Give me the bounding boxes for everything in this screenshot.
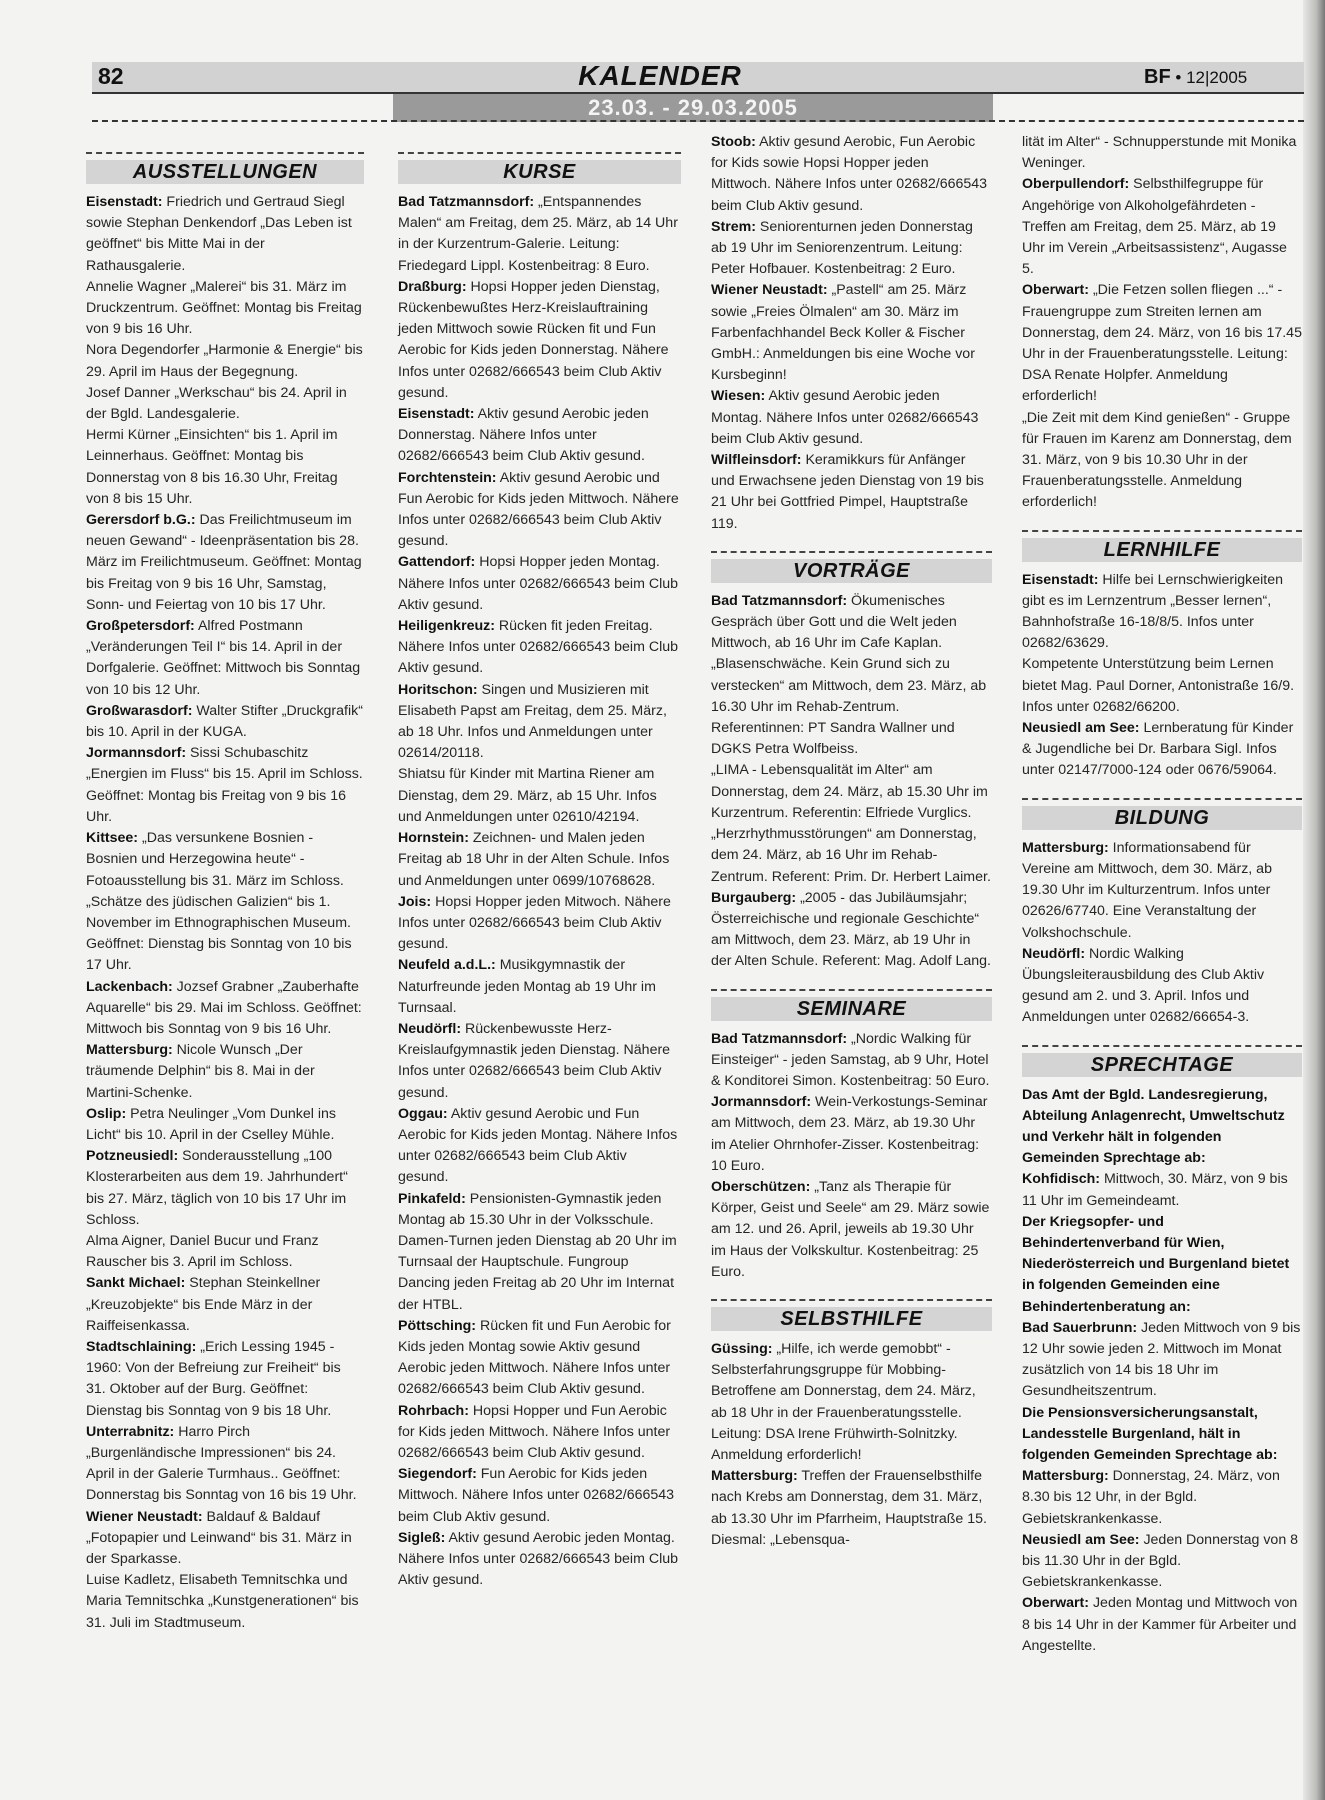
column-lernhilfe-sprechtage [1022, 132, 1302, 1657]
listing-place: Mattersburg: [1022, 839, 1109, 856]
listing-text: Informationsabend für Vereine am Mittwoch, dem 30. März, ab 19.30 Uhr im Kulturzentrum. Infos unter 02626/67740. Eine Veranstaltung der Volkshochschule. [1022, 839, 1272, 941]
listing-text: Pensionisten-Gymnastik jeden Montag ab 15.30 Uhr in der Volksschule. [398, 1190, 662, 1228]
listing-text: Ökumenisches Gespräch über Gott und die Welt jeden Mittwoch, ab 16 Uhr im Cafe Kaplan. [711, 592, 957, 652]
listing-text: Sonderausstellung „100 Klosterarbeiten aus dem 19. Jahrhundert“ bis 27. März, täglich von 10 bis 17 Uhr im Schloss. [86, 1148, 348, 1228]
header-dashed-rule [92, 120, 1304, 122]
listing-text: Hermi Kürner „Einsichten“ bis 1. April im Leinnerhaus. Geöffnet: Montag bis Donnerstag von 8 bis 16.30 Uhr, Freitag von 8 bis 15 Uhr. [86, 427, 338, 507]
ausstellungen-section-header [86, 152, 364, 184]
listing-text: Josef Danner „Werkschau“ bis 24. April in der Bgld. Landesgalerie. [86, 384, 347, 423]
listing-text: Harro Pirch „Burgenländische Impressionen“ bis 24. April in der Galerie Turmhaus.. Geöffnet: Donnerstag bis Sonntag von 16 bis 19 Uhr. [86, 1423, 357, 1504]
listing-text: Hopsi Hopper jeden Dienstag, Rückenbewußtes Herz-Kreislauftraining jeden Mittwoch sowie Rücken fit und Fun Aerobic for Kids jeden Donnerstag. Nähere Infos unter 02682/666543 beim Club Aktiv gesund. [398, 278, 669, 401]
listing-text: Rücken fit und Fun Aerobic for Kids jeden Montag sowie Aktiv gesund Aerobic jeden Mittwoch. Nähere Infos unter 02682/666543 beim Club Aktiv gesund. [398, 1317, 671, 1398]
listing-place: Eisenstadt: [398, 406, 475, 423]
listing-text: Annelie Wagner „Malerei“ bis 31. März im Druckzentrum. Geöffnet: Montag bis Freitag von 9 bis 16 Uhr. [86, 278, 362, 338]
listing-text: Keramikkurs für Anfänger und Erwachsene jeden Dienstag von 19 bis 21 Uhr bei Gottfried Pimpel, Hauptstraße 119. [711, 452, 984, 532]
listing-place: Neudörfl: [1022, 945, 1086, 962]
sprechtage-section-title: SPRECHTAGE [1022, 1053, 1302, 1077]
listing-entry [1022, 1593, 1302, 1657]
listing-entry [1022, 838, 1302, 944]
listing-entry [1022, 718, 1302, 782]
listing-place: Heiligenkreuz: [398, 618, 495, 635]
listing-entry [398, 1019, 681, 1104]
listing-entry [398, 1189, 681, 1231]
listing-entry [711, 654, 992, 760]
listing-place: Stoob: [711, 134, 756, 150]
column-vortraege-seminare [711, 132, 992, 1551]
listing-entry [711, 760, 992, 824]
listing-entry [86, 1422, 364, 1507]
listing-text: „Tanz als Therapie für Körper, Geist und Seele“ am 29. März sowie am 12. und 26. April, jeweils ab 19.30 Uhr im Haus der Volkskultur. Kostenbeitrag: 25 Euro. [711, 1178, 990, 1280]
listing-text: „Nordic Walking für Einsteiger“ - jeden Samstag, ab 9 Uhr, Hotel & Konditorei Simon. Kostenbeitrag: 50 Euro. [711, 1030, 990, 1089]
listing-place: Horitschon: [398, 681, 478, 698]
listing-entry [398, 1104, 681, 1189]
listing-entry [398, 404, 681, 468]
listing-text: Nordic Walking Übungsleiterausbildung des Club Aktiv gesund am 2. und 3. April. Infos und Anmeldungen unter 02682/66654-3. [1022, 945, 1265, 1026]
listing-place: Stadtschlaining: [86, 1338, 197, 1355]
listing-entry [398, 1464, 681, 1528]
listing-text: Jeden Montag und Mittwoch von 8 bis 14 Uhr in der Kammer für Arbeiter und Angestellte. [1022, 1595, 1298, 1654]
listing-entry [398, 277, 681, 404]
issue-info [1144, 66, 1247, 89]
listing-entry [1022, 1403, 1302, 1467]
listing-text: Walter Stifter „Druckgrafik“ bis 10. April in der KUGA. [86, 702, 363, 741]
listing-entry [398, 1231, 681, 1316]
listing-entry [1022, 1318, 1302, 1403]
listing-entry [1022, 1212, 1302, 1318]
listing-entry [711, 824, 992, 888]
listing-entry [398, 828, 681, 892]
listing-entry [398, 955, 681, 1019]
listing-place: Potzneusiedl: [86, 1148, 179, 1165]
listing-entry [86, 1570, 364, 1634]
listing-entry [86, 701, 364, 743]
listing-text: „Hilfe, ich werde gemobbt“ - Selbsterfahrungsgruppe für Mobbing-Betroffene am Donnerstag, dem 24. März, ab 18 Uhr in der Frauenberatungsstelle. Leitung: DSA Irene Frühwirth-Solnitzky. Anmeldung erforderlich! [711, 1340, 976, 1463]
listing-text: Fun Aerobic for Kids jeden Mittwoch. Nähere Infos unter 02682/666543 beim Club Aktiv gesund. [398, 1466, 675, 1525]
listing-place: Jois: [398, 893, 432, 910]
listing-text: Luise Kadletz, Elisabeth Temnitschka und Maria Temnitschka „Kunstgenerationen“ bis 31. Juli im Stadtmuseum. [86, 1572, 359, 1631]
listing-place: Bad Sauerbrunn: [1022, 1319, 1138, 1336]
listing-place: Sigleß: [398, 1529, 446, 1546]
listing-place: Oggau: [398, 1105, 448, 1122]
listing-entry [86, 1337, 364, 1422]
listing-place: Pöttsching: [398, 1317, 477, 1334]
listing-text: Petra Neulinger „Vom Dunkel ins Licht“ bis 10. April in der Cselley Mühle. [86, 1105, 336, 1143]
listing-entry [711, 1092, 992, 1177]
listing-text: „Blasenschwäche. Kein Grund sich zu verstecken“ am Mittwoch, dem 23. März, ab 16.30 Uhr im Rehab-Zentrum. Referentinnen: PT Sandra Wallner und DGKS Petra Wolfbeiss. [711, 656, 987, 758]
listing-place: Sankt Michael: [86, 1275, 186, 1292]
listing-text: „Das versunkene Bosnien - Bosnien und Herzegowina heute“ - Fotoausstellung bis 31. März im Schloss. [86, 830, 344, 889]
listing-entry [398, 1528, 681, 1592]
listing-place: Unterrabnitz: [86, 1423, 175, 1440]
listing-entry [711, 132, 992, 217]
listing-entry [1022, 1169, 1302, 1211]
listing-entry [398, 616, 681, 680]
listing-text: Alma Aigner, Daniel Bucur und Franz Rauscher bis 3. April im Schloss. [86, 1232, 319, 1271]
listing-text: „Erich Lessing 1945 - 1960: Von der Befreiung zur Freiheit“ bis 31. Oktober auf der Burg. Geöffnet: Dienstag bis Sonntag von 9 bis 18 Uhr. [86, 1338, 341, 1419]
listing-text: Hopsi Hopper jeden Mitwoch. Nähere Infos unter 02682/666543 beim Club Aktiv gesund. [398, 893, 671, 953]
listing-entry [86, 743, 364, 828]
ausstellungen-section-title: AUSSTELLUNGEN [86, 160, 364, 184]
listing-place: Neusiedl am See: [1022, 1531, 1140, 1548]
listing-entry [398, 468, 681, 553]
listing-place: Rohrbach: [398, 1402, 469, 1419]
issue-separator: • [1175, 68, 1182, 87]
listing-text: Zeichnen- und Malen jeden Freitag ab 18 Uhr in der Alten Schule. Infos und Anmeldungen unter 0699/10768628. [398, 830, 670, 889]
listing-text: Singen und Musizieren mit Elisabeth Papst am Freitag, dem 25. März, ab 18 Uhr. Infos und Anmeldungen unter 02614/20118. [398, 681, 667, 762]
listing-entry [398, 764, 681, 828]
selbsthilfe-section-header [711, 1299, 992, 1331]
listing-place: Draßburg: [398, 278, 467, 295]
listing-text: „Schätze des jüdischen Galizien“ bis 1. November im Ethnographischen Museum. Geöffnet: Dienstag bis Sonntag von 10 bis 17 Uhr. [86, 893, 352, 974]
listing-entry [86, 277, 364, 341]
listing-entry [1022, 944, 1302, 1029]
listing-text: Nicole Wunsch „Der träumende Delphin“ bis 8. Mai in der Martini-Schenke. [86, 1042, 315, 1101]
vortraege-section-title: VORTRÄGE [711, 559, 992, 583]
date-range-banner: 23.03. - 29.03.2005 [393, 94, 993, 122]
listing-entry [86, 1231, 364, 1273]
listing-place: Mattersburg: [1022, 1468, 1109, 1485]
listing-text: Aktiv gesund Aerobic jeden Donnerstag. Nähere Infos unter 02682/666543 beim Club Aktiv gesund. [398, 406, 649, 465]
listing-text: Selbsthilfegruppe für Angehörige von Alkoholgefährdeten - Treffen am Freitag, dem 25. März, ab 19 Uhr im Verein „Arbeitsassistenz“, Augasse 5. [1022, 176, 1287, 278]
listing-place: Pinkafeld: [398, 1190, 466, 1207]
listing-text: „2005 - das Jubiläumsjahr; Österreichische und regionale Geschichte“ am Mittwoch, dem 23. März, ab 19 Uhr in der Alten Schule. Referent: Mag. Adolf Lang. [711, 889, 991, 970]
listing-text: „Die Zeit mit dem Kind genießen“ - Gruppe für Frauen im Karenz am Donnerstag, dem 31. März, von 9 bis 10.30 Uhr in der Frauenberatungsstelle. Anmeldung erforderlich! [1022, 409, 1292, 511]
listing-place: Gattendorf: [398, 554, 476, 571]
listing-entry [86, 1146, 364, 1231]
listing-place: Jormannsdorf: [711, 1094, 812, 1111]
listing-text: Damen-Turnen jeden Dienstag ab 20 Uhr im Turnsaal der Hauptschule. Fungroup Dancing jeden Freitag ab 20 Uhr im Internat der HTBL. [398, 1232, 677, 1313]
listing-text: „Entspannendes Malen“ am Freitag, dem 25. März, ab 14 Uhr in der Kurzentrum-Galerie. Leitung: Friedegard Lippl. Kostenbeitrag: 8 Euro. [398, 194, 678, 274]
listing-entry [711, 1339, 992, 1466]
listing-entry [398, 1401, 681, 1465]
listing-text: Rücken fit jeden Freitag. Nähere Infos unter 02682/666543 beim Club Aktiv gesund. [398, 618, 679, 677]
listing-place: Oberschützen: [711, 1178, 811, 1195]
listing-text: Aktiv gesund Aerobic und Fun Aerobic for Kids jeden Montag. Nähere Infos unter 02682/666543 beim Club Aktiv gesund. [398, 1105, 678, 1186]
listing-place: Burgauberg: [711, 889, 797, 906]
listing-place: Oslip: [86, 1105, 127, 1122]
listing-text: Wein-Verkostungs-Seminar am Mittwoch, dem 23. März, ab 19.30 Uhr im Atelier Ohrnhofer-Zisser. Kostenbeitrag: 10 Euro. [711, 1094, 988, 1174]
listing-place: Oberwart: [1022, 282, 1090, 299]
kurse-section-header [398, 152, 681, 184]
listing-place: Der Kriegsopfer- und Behindertenverband für Wien, Niederösterreich und Burgenland bietet in folgenden Gemeinden eine Behindertenberatung an: [1022, 1213, 1290, 1315]
listing-text: Alfred Postmann „Veränderungen Teil I“ bis 14. April in der Dorfgalerie. Geöffnet: Mittwoch bis Sonntag von 10 bis 12 Uhr. [86, 618, 361, 698]
listing-entry [86, 383, 364, 425]
listing-entry [711, 280, 992, 386]
listing-entry [711, 386, 992, 450]
page-title: KALENDER [578, 60, 742, 91]
listing-text: Kompetente Unterstützung beim Lernen bietet Mag. Paul Dorner, Antonistraße 16/9. Infos unter 02682/66200. [1022, 656, 1295, 715]
listing-place: Hornstein: [398, 830, 469, 847]
listing-place: Kohfidisch: [1022, 1171, 1101, 1188]
listing-text: Sissi Schubaschitz „Energien im Fluss“ bis 15. April im Schloss. Geöffnet: Montag bis Freitag von 9 bis 16 Uhr. [86, 745, 363, 825]
listing-entry [1022, 1530, 1302, 1594]
lernhilfe-section-title: LERNHILFE [1022, 538, 1302, 562]
listing-place: Wiesen: [711, 388, 766, 405]
listing-place: Neufeld a.d.L.: [398, 957, 496, 974]
listing-text: Hopsi Hopper jeden Montag. Nähere Infos unter 02682/666543 beim Club Aktiv gesund. [398, 554, 679, 613]
listing-entry [398, 552, 681, 616]
listing-text: Shiatsu für Kinder mit Martina Riener am Dienstag, dem 29. März, ab 15 Uhr. Infos und Anmeldungen unter 02610/42194. [398, 766, 657, 825]
listing-text: Jeden Donnerstag von 8 bis 11.30 Uhr in der Bgld. Gebietskrankenkasse. [1022, 1531, 1299, 1591]
listing-entry [1022, 1085, 1302, 1170]
listing-text: „LIMA - Lebensqualität im Alter“ am Donnerstag, dem 24. März, ab 15.30 Uhr im Kurzentrum. Referentin: Elfriede Vurglics. [711, 762, 988, 821]
listing-text: Friedrich und Gertraud Siegl sowie Stephan Denkendorf „Das Leben ist geöffnet“ bis Mitte Mai in der Rathausgalerie. [86, 194, 352, 274]
listing-entry [1022, 570, 1302, 655]
listing-entry [86, 892, 364, 977]
listing-place: Güssing: [711, 1340, 773, 1357]
seminare-section-header [711, 989, 992, 1021]
column-kurse [398, 150, 681, 1591]
listing-place: Lackenbach: [86, 978, 173, 995]
listing-entry [86, 828, 364, 892]
page-number: 82 [98, 63, 124, 89]
listing-text: Hilfe bei Lernschwierigkeiten gibt es im Lernzentrum „Besser lernen“, Bahnhofstraße 16-18/8/5. Infos unter 02682/63629. [1022, 571, 1284, 652]
listing-entry [711, 591, 992, 655]
listing-place: Jormannsdorf: [86, 745, 187, 762]
listing-text: Das Freilichtmuseum im neuen Gewand“ - Ideenpräsentation bis 28. März im Freilichtmuseum. Geöffnet: Montag bis Freitag von 9 bis 16 Uhr, Samstag, Sonn- und Feiertag von 10 bis 17 Uhr. [86, 512, 362, 613]
listing-text: Jeden Mittwoch von 9 bis 12 Uhr sowie jeden 2. Mittwoch im Monat zusätzlich von 14 bis 18 Uhr im Gesundheitszentrum. [1022, 1319, 1301, 1400]
listing-place: Strem: [711, 218, 756, 235]
listing-entry [711, 217, 992, 281]
listing-text: Jozsef Grabner „Zauberhafte Aquarelle“ bis 29. Mai im Schloss. Geöffnet: Mittwoch bis Sonntag von 9 bis 16 Uhr. [86, 978, 362, 1037]
listing-entry [1022, 654, 1302, 718]
listing-place: Neudörfl: [398, 1020, 462, 1037]
listing-text: Baldauf & Baldauf „Fotopapier und Leinwand“ bis 31. März in der Sparkasse. [86, 1508, 352, 1567]
listing-entry [398, 192, 681, 277]
listing-place: Neusiedl am See: [1022, 720, 1140, 737]
listing-entry [1022, 408, 1302, 514]
sprechtage-section-header [1022, 1045, 1302, 1077]
listing-entry [1022, 280, 1302, 407]
bildung-section-title: BILDUNG [1022, 806, 1302, 830]
listing-place: Großpetersdorf: [86, 618, 195, 635]
listing-entry [86, 340, 364, 382]
listing-text: Lernberatung für Kinder & Jugendliche bei Dr. Barbara Sigl. Infos unter 02147/7000-124 oder 0676/59064. [1022, 720, 1294, 779]
listing-entry [86, 1040, 364, 1104]
listing-entry [86, 192, 364, 277]
listing-text: Aktiv gesund Aerobic, Fun Aerobic for Kids sowie Hopsi Hopper jeden Mittwoch. Nähere Infos unter 02682/666543 beim Club Aktiv gesund. [711, 134, 988, 214]
kurse-section-title: KURSE [398, 160, 681, 184]
listing-text: Mittwoch, 30. März, von 9 bis 11 Uhr im Gemeindeamt. [1022, 1171, 1288, 1209]
listing-place: Oberpullendorf: [1022, 176, 1130, 193]
listing-entry [86, 977, 364, 1041]
listing-place: Gerersdorf b.G.: [86, 512, 196, 529]
issue-brand: BF [1144, 66, 1171, 88]
listing-entry [711, 1029, 992, 1093]
listing-text: Seniorenturnen jeden Donnerstag ab 19 Uhr im Seniorenzentrum. Leitung: Peter Hofbauer. Kostenbeitrag: 2 Euro. [711, 218, 973, 278]
column-ausstellungen [86, 150, 364, 1634]
listing-place: Oberwart: [1022, 1595, 1090, 1612]
listing-text: Aktiv gesund Aerobic jeden Montag. Nähere Infos unter 02682/666543 beim Club Aktiv gesund. [398, 1529, 679, 1589]
listing-text: Stephan Steinkellner „Kreuzobjekte“ bis Ende März in der Raiffeisenkassa. [86, 1275, 321, 1334]
listing-entry [86, 1273, 364, 1337]
vortraege-section-header [711, 551, 992, 583]
listing-entry [1022, 1466, 1302, 1530]
issue-number: 12|2005 [1186, 68, 1248, 87]
listing-place: Mattersburg: [711, 1468, 798, 1485]
listing-entry [711, 888, 992, 973]
listing-text: Hopsi Hopper und Fun Aerobic for Kids jeden Mittwoch. Nähere Infos unter 02682/666543 beim Club Aktiv gesund. [398, 1402, 671, 1461]
listing-place: Wiener Neustadt: [711, 282, 828, 299]
listing-entry [86, 425, 364, 510]
listing-place: Forchtenstein: [398, 469, 497, 486]
listing-place: Bad Tatzmannsdorf: [398, 194, 535, 210]
listing-place: Kittsee: [86, 830, 139, 847]
listing-text: Donnerstag, 24. März, von 8.30 bis 12 Uhr, in der Bgld. Gebietskrankenkasse. [1022, 1468, 1280, 1527]
listing-place: Großwarasdorf: [86, 702, 193, 719]
listing-entry [711, 1466, 992, 1551]
listing-text: „Pastell“ am 25. März sowie „Freies Ölmalen“ am 30. März im Farbenfachhandel Beck Koller & Fischer GmbH.: Anmeldungen bis eine Woche vor Kursbeginn! [711, 282, 975, 384]
listing-text: Nora Degendorfer „Harmonie & Energie“ bis 29. April im Haus der Begegnung. [86, 342, 363, 380]
listing-entry [86, 510, 364, 616]
listing-place: Siegendorf: [398, 1466, 477, 1483]
listing-entry [711, 450, 992, 535]
listing-entry [711, 1177, 992, 1283]
listing-entry [398, 1316, 681, 1401]
listing-text: Aktiv gesund Aerobic und Fun Aerobic for Kids jeden Mittwoch. Nähere Infos unter 02682/666543 beim Club Aktiv gesund. [398, 469, 679, 550]
listing-place: Mattersburg: [86, 1042, 173, 1059]
bildung-section-header [1022, 798, 1302, 830]
listing-text: „Die Fetzen sollen fliegen ...“ - Frauengruppe zum Streiten lernen am Donnerstag, dem 24. März, von 16 bis 17.45 Uhr in der Frauenberatungsstelle. Leitung: DSA Renate Holpfer. Anmeldung erforderlich! [1022, 282, 1302, 405]
listing-text: lität im Alter“ - Schnupperstunde mit Monika Weninger. [1022, 134, 1297, 172]
listing-entry [398, 892, 681, 956]
listing-place: Eisenstadt: [86, 194, 163, 210]
listing-place: Bad Tatzmannsdorf: [711, 592, 848, 609]
listing-entry [86, 616, 364, 701]
listing-entry [86, 1104, 364, 1146]
listing-entry [398, 680, 681, 765]
listing-entry [1022, 132, 1302, 174]
listing-entry [1022, 174, 1302, 280]
seminare-section-title: SEMINARE [711, 997, 992, 1021]
listing-text: Musikgymnastik der Naturfreunde jeden Montag ab 19 Uhr im Turnsaal. [398, 957, 656, 1016]
listing-place: Eisenstadt: [1022, 571, 1099, 588]
listing-text: Rückenbewusste Herz-Kreislaufgymnastik jeden Dienstag. Nähere Infos unter 02682/666543 beim Club Aktiv gesund. [398, 1020, 671, 1101]
listing-entry [86, 1507, 364, 1571]
listing-place: Bad Tatzmannsdorf: [711, 1030, 848, 1047]
listing-place: Wiener Neustadt: [86, 1508, 203, 1525]
scan-edge-shadow [1303, 0, 1325, 1800]
listing-text: „Herzrhythmusstörungen“ am Donnerstag, dem 24. März, ab 16 Uhr im Rehab-Zentrum. Referent: Prim. Dr. Herbert Laimer. [711, 826, 991, 885]
listing-text: Treffen der Frauenselbsthilfe nach Krebs am Donnerstag, dem 31. März, ab 13.30 Uhr im Pfarrheim, Hauptstraße 15. Diesmal: „Lebensqua- [711, 1468, 987, 1548]
listing-place: Die Pensionsversicherungsanstalt, Landesstelle Burgenland, hält in folgenden Gemeinden Sprechtage ab: [1022, 1404, 1278, 1463]
lernhilfe-section-header [1022, 530, 1302, 562]
listing-place: Wilfleinsdorf: [711, 452, 802, 469]
listing-text: Aktiv gesund Aerobic jeden Montag. Nähere Infos unter 02682/666543 beim Club Aktiv gesund. [711, 388, 979, 447]
listing-place: Das Amt der Bgld. Landesregierung, Abteilung Anlagenrecht, Umweltschutz und Verkehr hält in folgenden Gemeinden Sprechtage ab: [1022, 1086, 1285, 1167]
selbsthilfe-section-title: SELBSTHILFE [711, 1307, 992, 1331]
